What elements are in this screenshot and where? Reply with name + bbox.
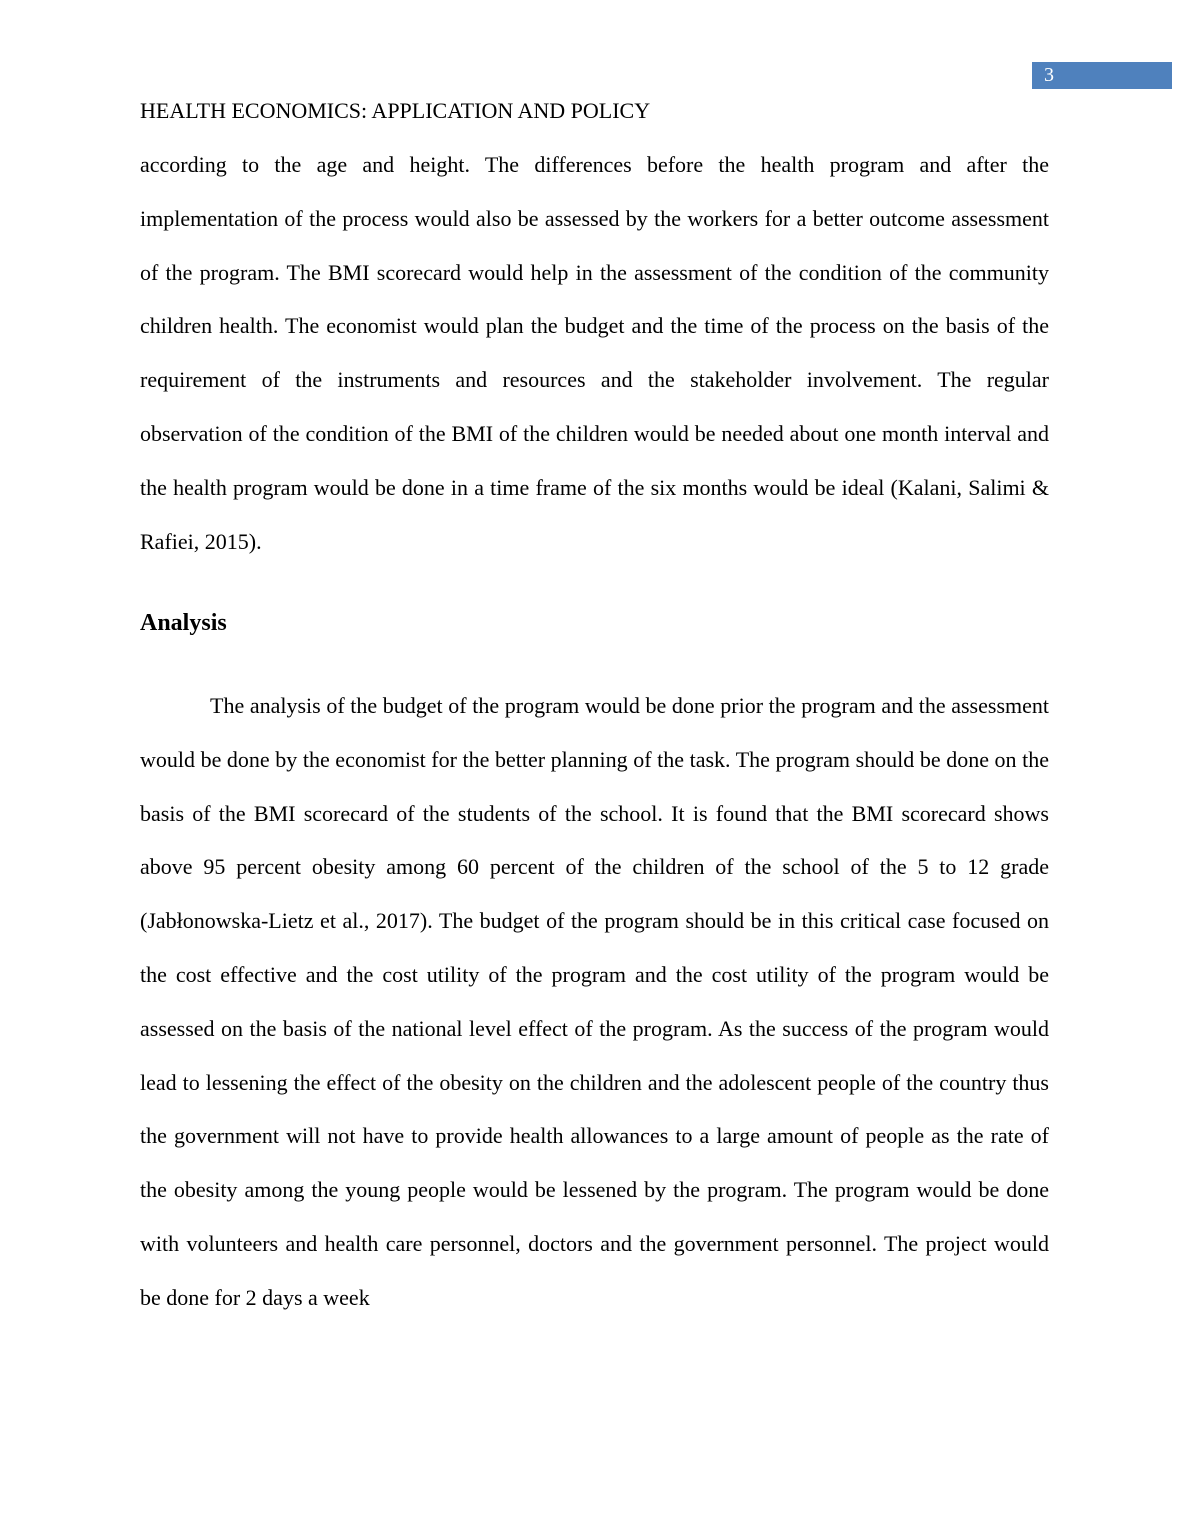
page-number: 3 [1044, 64, 1054, 86]
running-head: HEALTH ECONOMICS: APPLICATION AND POLICY [140, 98, 651, 123]
body-paragraph-1: according to the age and height. The differences before the health program and after the implementation of the process would also be assessed by the workers for a better outcome assessment of the program. The BMI scorecard would help in the assessment of the condition of the community children health. The economist would plan the budget and the time of the process on the basis of the requirement of the instruments and resources and the stakeholder involvement. The regular observation of the condition of the BMI of the children would be needed about one month interval and the health program would be done in a time frame of the six months would be ideal (Kalani, Salimi & Rafiei, 2015). [140, 152, 1049, 554]
page-number-badge [1032, 62, 1172, 89]
body-paragraph-2: The analysis of the budget of the program would be done prior the program and the assessment would be done by the economist for the better planning of the task. The program should be done on the basis of the BMI scorecard of the students of the school. It is found that the BMI scorecard shows above 95 percent obesity among 60 percent of the children of the school of the 5 to 12 grade (Jabłonowska-Lietz et al., 2017). The budget of the program should be in this critical case focused on the cost effective and the cost utility of the program and the cost utility of the program would be assessed on the basis of the national level effect of the program. As the success of the program would lead to lessening the effect of the obesity on the children and the adolescent people of the country thus the government will not have to provide health allowances to a large amount of people as the rate of the obesity among the young people would be lessened by the program. The program would be done with volunteers and health care personnel, doctors and the government personnel. The project would be done for 2 days a week [140, 693, 1049, 1310]
section-heading-analysis: Analysis [140, 610, 227, 636]
